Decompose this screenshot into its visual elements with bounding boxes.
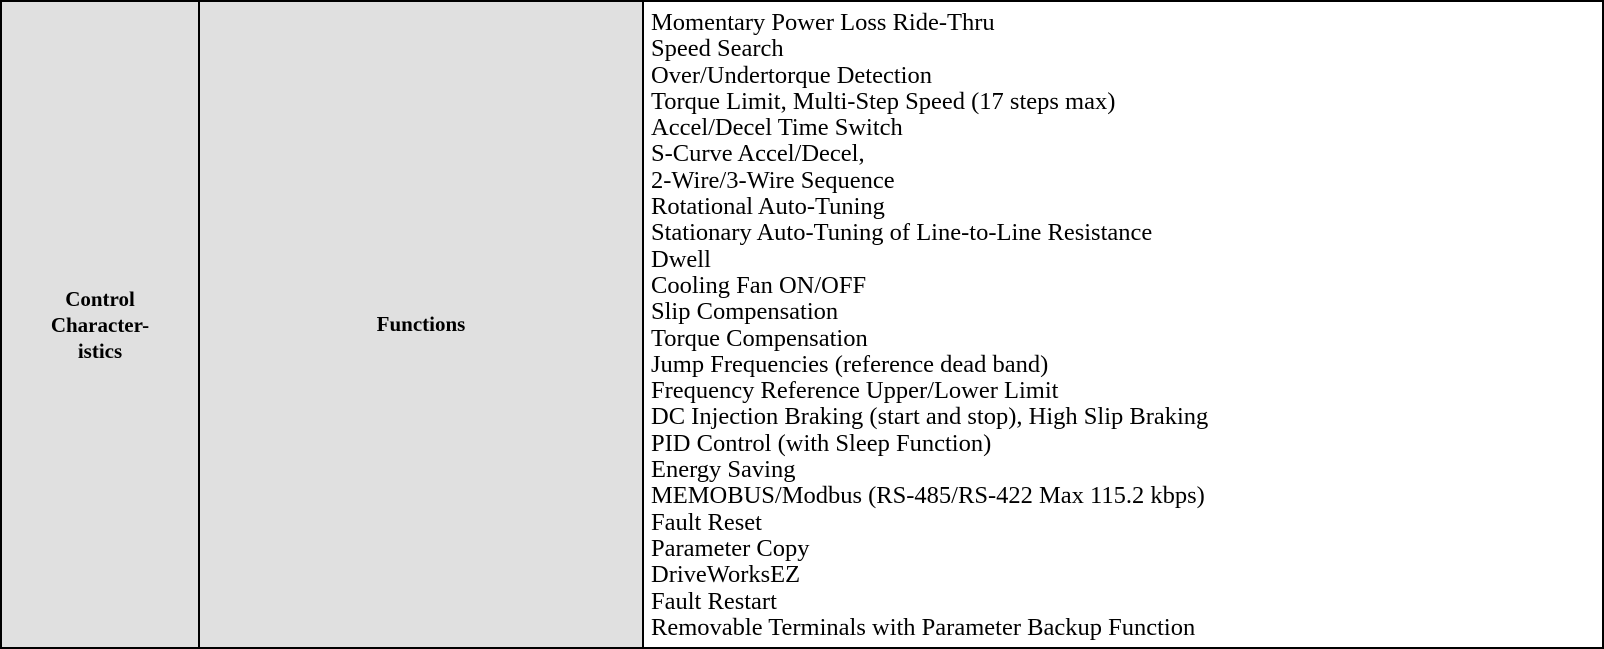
list-item: Fault Restart bbox=[651, 587, 777, 615]
list-item: Over/Undertorque Detection bbox=[651, 61, 932, 89]
subcategory-cell bbox=[199, 1, 643, 648]
category-label-line: Control bbox=[65, 286, 135, 311]
list-item: MEMOBUS/Modbus (RS-485/RS-422 Max 115.2 kbps) bbox=[651, 482, 1205, 510]
list-item: Dwell bbox=[651, 245, 711, 273]
table-row bbox=[1, 1, 1603, 648]
list-item: 2-Wire/3-Wire Sequence bbox=[651, 166, 895, 194]
list-item: Torque Compensation bbox=[651, 324, 868, 352]
category-label-line: istics bbox=[77, 338, 123, 363]
list-item: Cooling Fan ON/OFF bbox=[651, 271, 867, 299]
list-item: Energy Saving bbox=[651, 456, 796, 484]
functions-list bbox=[651, 10, 1602, 641]
list-item: Rotational Auto-Tuning bbox=[651, 193, 885, 221]
list-item: PID Control (with Sleep Function) bbox=[651, 429, 992, 457]
list-item: DriveWorksEZ bbox=[651, 561, 801, 589]
list-item: Stationary Auto-Tuning of Line-to-Line Resistance bbox=[651, 219, 1153, 247]
list-item: Momentary Power Loss Ride-Thru bbox=[651, 9, 995, 36]
list-item: Speed Search bbox=[651, 35, 784, 63]
functions-cell bbox=[643, 1, 1603, 648]
subcategory-label: Functions bbox=[376, 312, 466, 336]
category-label-line: Character- bbox=[50, 312, 150, 337]
list-item: Jump Frequencies (reference dead band) bbox=[651, 350, 1049, 378]
list-item: DC Injection Braking (start and stop), High Slip Braking bbox=[651, 403, 1209, 431]
list-item: Torque Limit, Multi-Step Speed (17 steps max) bbox=[651, 87, 1116, 115]
list-item: Frequency Reference Upper/Lower Limit bbox=[651, 377, 1059, 405]
list-item: Parameter Copy bbox=[651, 534, 810, 562]
list-item: Fault Reset bbox=[651, 508, 762, 536]
category-cell bbox=[1, 1, 199, 648]
list-item: Slip Compensation bbox=[651, 298, 839, 326]
list-item: Accel/Decel Time Switch bbox=[651, 114, 903, 142]
list-item: S-Curve Accel/Decel, bbox=[651, 140, 865, 168]
list-item: Removable Terminals with Parameter Backup Function bbox=[651, 613, 1196, 641]
